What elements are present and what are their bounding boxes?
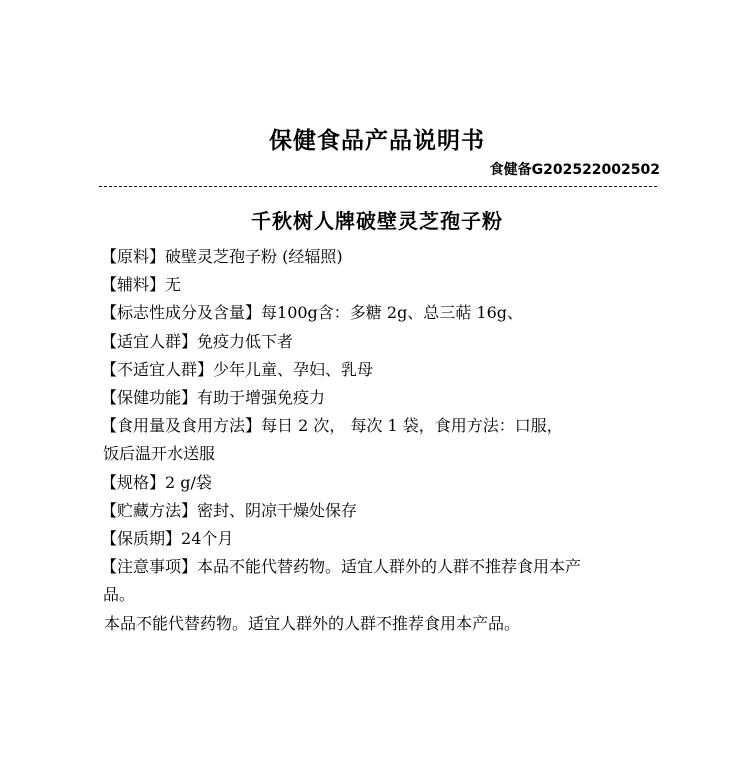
field-shelf-life: [101, 525, 661, 553]
field-notes: [101, 553, 661, 609]
notes-extra-line: 本品不能代替药物。适宜人群外的人群不推荐食用本产品。: [104, 613, 521, 633]
field-value: 每日 2 次， 每次 1 袋，食用方法：口服，: [261, 416, 563, 436]
field-label: 【标志性成分及含量】: [101, 303, 262, 323]
field-label: 【食用量及食用方法】: [101, 416, 262, 436]
field-value: 24个月: [181, 529, 234, 549]
field-value: 少年儿童、孕妇、乳母: [213, 359, 374, 379]
field-list: [101, 243, 661, 638]
field-markers: [101, 299, 661, 327]
field-specification: [101, 469, 661, 497]
field-health-function: [101, 384, 661, 412]
field-unsuitable-population: [101, 356, 661, 384]
field-label: 【适宜人群】: [101, 331, 198, 351]
field-value: 2 g/袋: [165, 472, 212, 492]
field-label: 【辅料】: [101, 275, 166, 295]
field-value-continued: 饭后温开水送服: [103, 444, 216, 464]
field-ingredients: [101, 243, 661, 271]
field-label: 【注意事项】: [101, 557, 198, 577]
field-label: 【不适宜人群】: [101, 359, 214, 379]
field-value: 密封、阴凉干燥处保存: [197, 500, 358, 520]
field-value: 每100g含：多糖 2g、总三萜 16g、: [261, 303, 523, 323]
field-storage: [101, 497, 661, 525]
dashed-divider: [99, 186, 657, 187]
document-title: 保健食品产品说明书: [269, 128, 485, 154]
field-value: 无: [165, 275, 182, 295]
field-value-continued: 品。: [103, 585, 136, 605]
field-label: 【贮藏方法】: [101, 500, 198, 520]
field-value: 有助于增强免疫力: [197, 388, 326, 408]
product-name: 千秋树人牌破壁灵芝孢子粉: [251, 209, 503, 233]
field-suitable-population: [101, 328, 661, 356]
field-label: 【原料】: [101, 247, 166, 266]
field-label: 【规格】: [101, 472, 166, 492]
field-label: 【保质期】: [101, 529, 182, 549]
field-label: 【保健功能】: [101, 388, 198, 408]
field-value: 破壁灵芝孢子粉 (经辐照): [165, 247, 343, 266]
field-excipients: [101, 271, 661, 299]
field-dosage: [101, 412, 661, 468]
record-number: 食健备G202522002502: [489, 162, 660, 178]
field-value: 免疫力低下者: [197, 331, 294, 351]
field-value: 本品不能代替药物。适宜人群外的人群不推荐食用本产: [197, 557, 582, 577]
